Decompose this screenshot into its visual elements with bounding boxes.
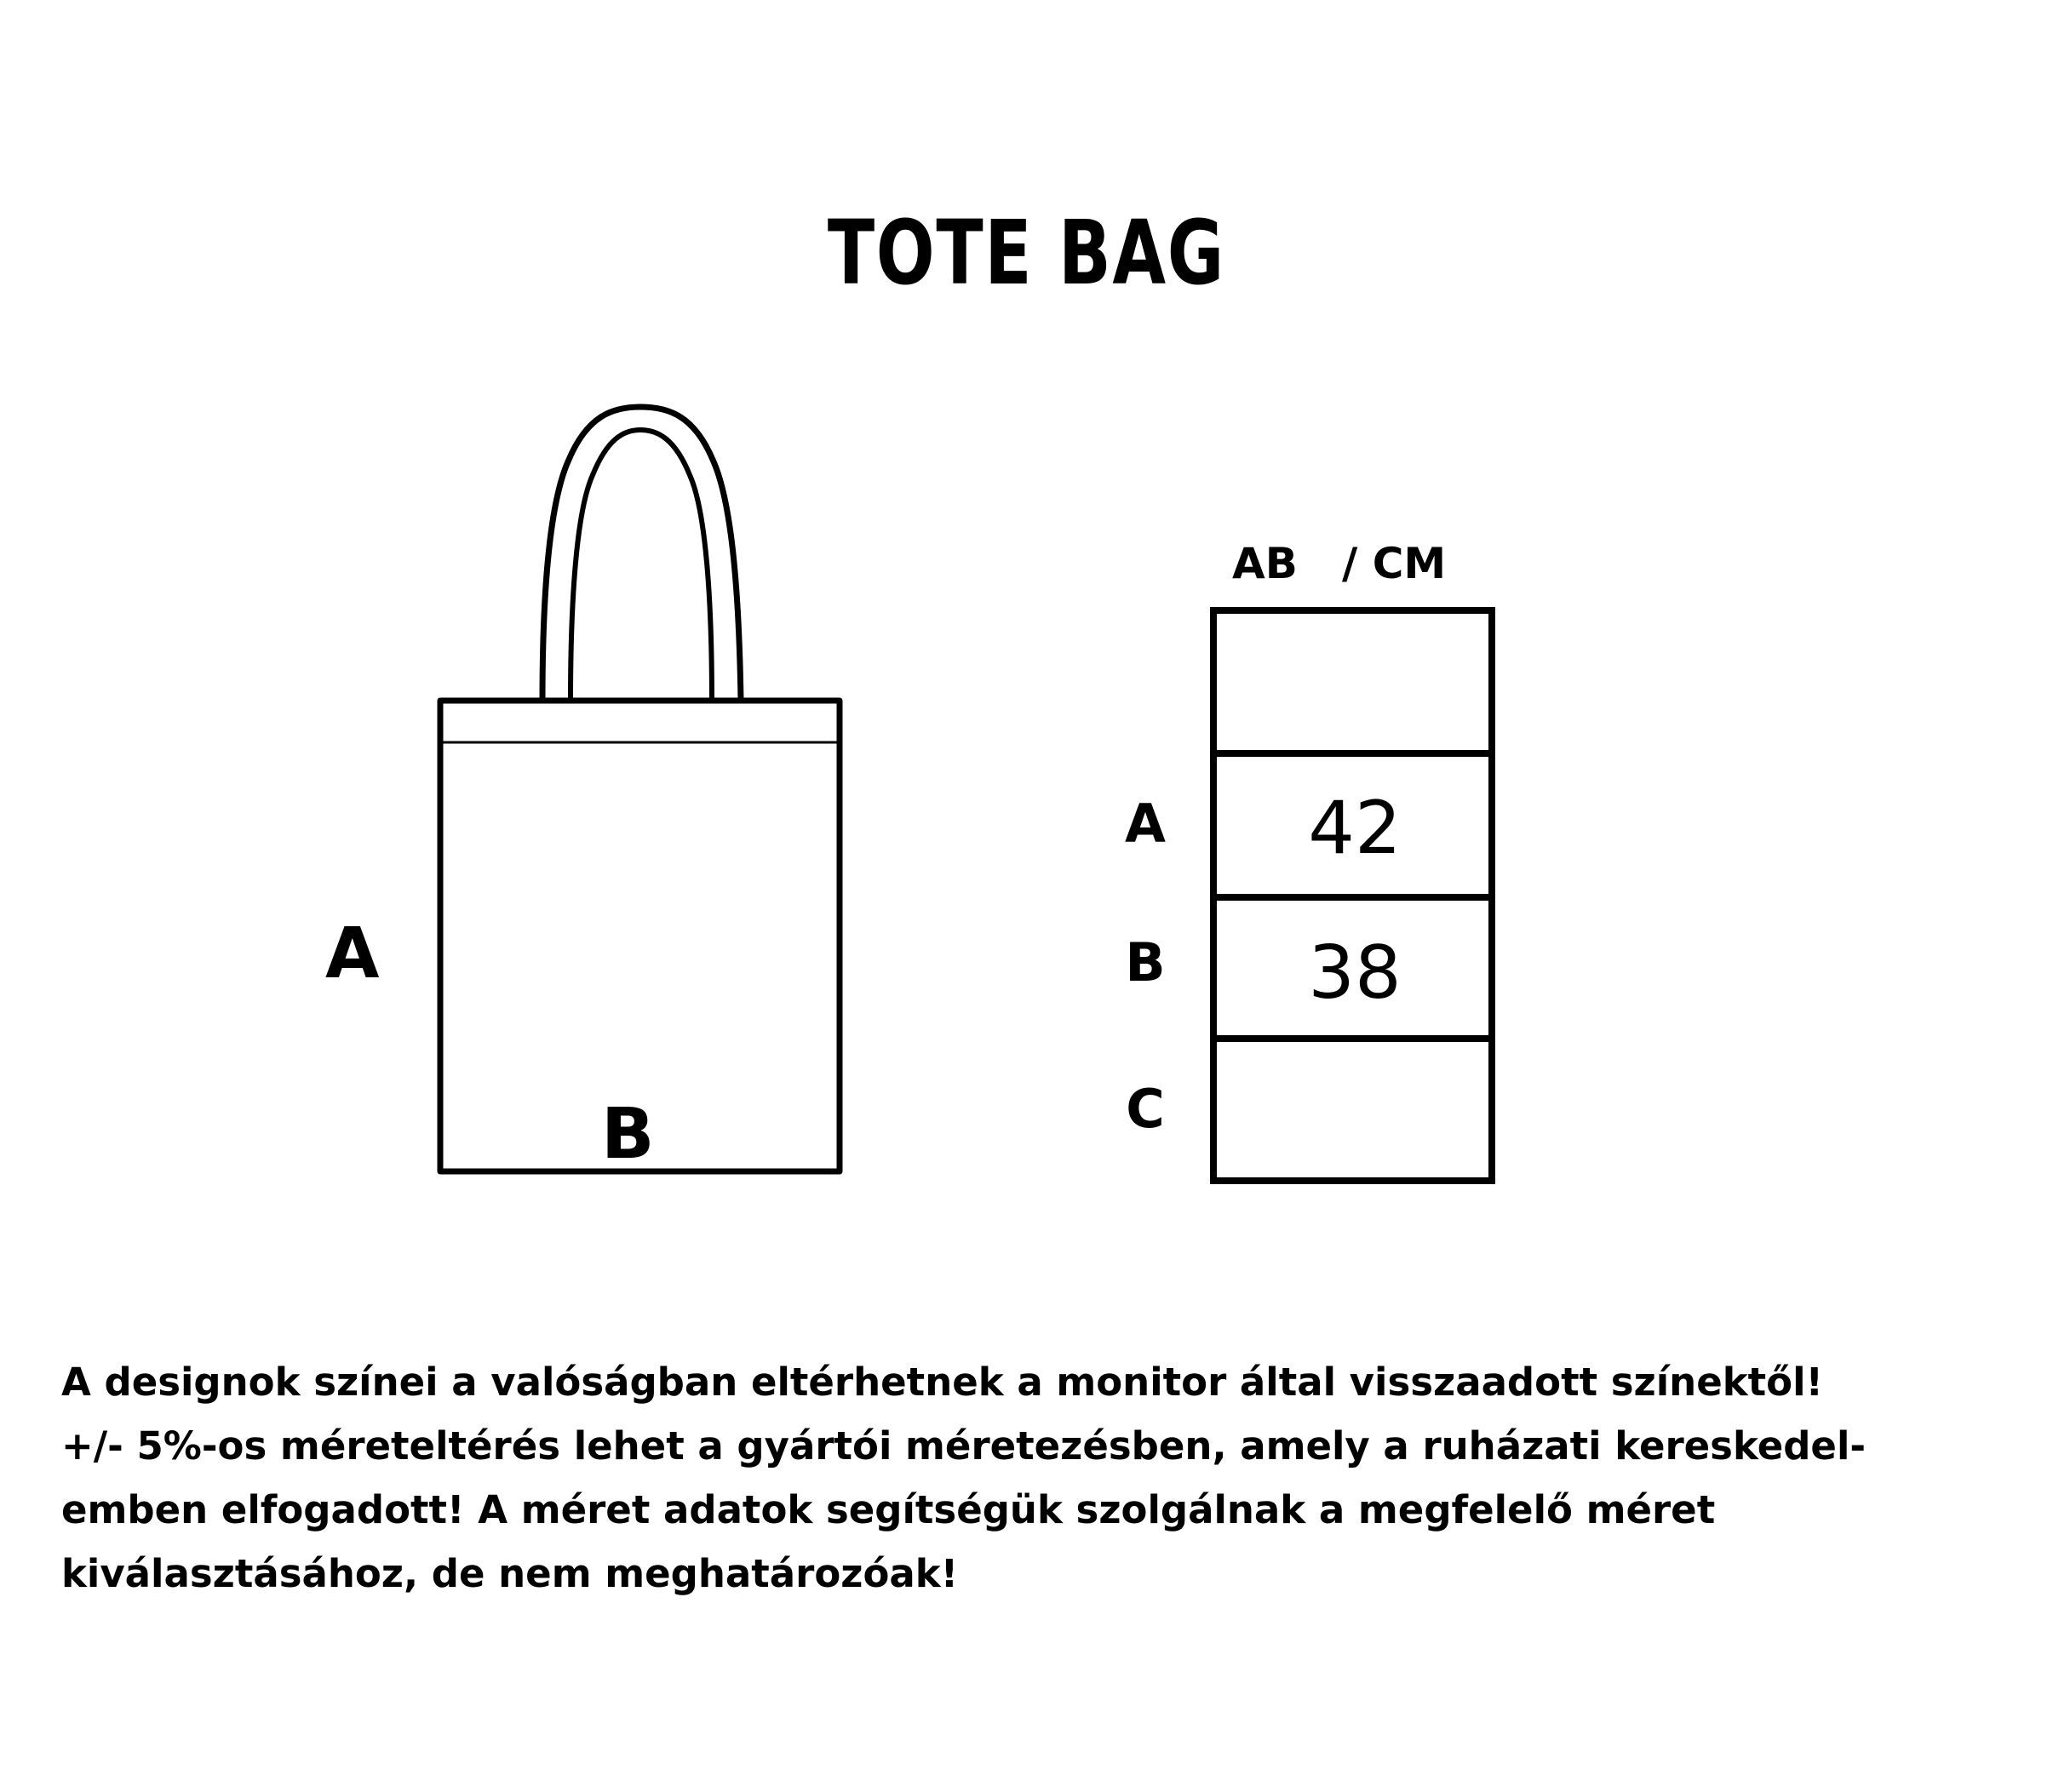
disclaimer-line: +/- 5%-os méreteltérés lehet a gyártói méretezésben, amely a ruházati kereskedel-: [61, 1423, 1867, 1469]
size-table-header: AB / CM: [1232, 539, 1447, 588]
size-table-value-a: 42: [1308, 786, 1402, 871]
size-table-row-label: A: [1125, 793, 1166, 855]
bag-handle-inner: [571, 430, 712, 701]
tote-bag-illustration: [440, 407, 840, 1175]
disclaimer-text: [61, 1350, 2020, 1606]
disclaimer-line: A designok színei a valóságban eltérhetnek a monitor által visszaadott színektől!: [61, 1360, 1824, 1405]
size-table-row-label: C: [1126, 1078, 1165, 1140]
disclaimer-line: kiválasztásához, de nem meghatározóak!: [61, 1551, 959, 1596]
dimension-label-b: B: [601, 1094, 655, 1175]
size-table-value-b: 38: [1308, 930, 1402, 1016]
size-table-row-label: B: [1125, 931, 1166, 993]
page-title: TOTE BAG: [827, 201, 1225, 305]
disclaimer-line: emben elfogadott! A méret adatok segítségük szolgálnak a megfelelő méret: [61, 1487, 1716, 1532]
size-table-grid: [1213, 610, 1492, 1181]
dimension-label-a: A: [325, 913, 380, 994]
